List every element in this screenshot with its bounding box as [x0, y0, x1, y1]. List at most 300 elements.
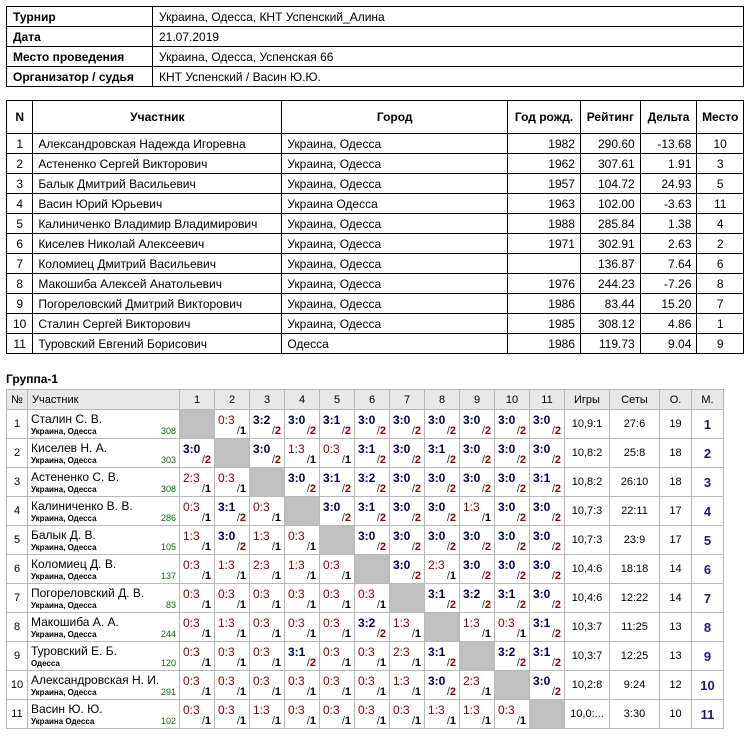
grid-score: 3:0 [358, 413, 376, 427]
grid-score-cell [355, 526, 390, 555]
grid-score-cell [250, 613, 285, 642]
grid-score-cell [530, 468, 565, 497]
grid-points-value: 2 [414, 570, 421, 582]
grid-points-value: 1 [204, 570, 211, 582]
participant-rating: 83.44 [580, 294, 640, 314]
grid-score-cell [355, 642, 390, 671]
info-row [7, 47, 744, 67]
grid-score-cell [530, 497, 565, 526]
info-value: 21.07.2019 [153, 27, 744, 47]
grid-points-value: 2 [484, 599, 491, 611]
grid-score-cell [425, 642, 460, 671]
info-key: Дата [7, 27, 153, 47]
grid-score: 1:3 [218, 558, 235, 572]
grid-score-cell [460, 584, 495, 613]
grid-points-value: 1 [344, 628, 351, 640]
grid-score-cell [495, 497, 530, 526]
grid-sets: 23:9 [610, 526, 660, 555]
grid-match-points [202, 483, 211, 495]
grid-points-slash: / [236, 541, 240, 553]
grid-games: 10,7:3 [565, 526, 610, 555]
grid-sets: 9:24 [610, 671, 660, 700]
grid-self-cell [285, 497, 320, 526]
grid-match-points [517, 425, 526, 437]
grid-match-points [447, 483, 456, 495]
grid-points-slash: / [201, 628, 205, 640]
grid-points-slash: / [516, 454, 520, 466]
grid-points-value: 1 [239, 599, 246, 611]
grid-score-cell [355, 700, 390, 729]
grid-points-value: 1 [274, 512, 281, 524]
grid-player-cell [28, 584, 180, 613]
grid-score-cell [215, 584, 250, 613]
participant-rating: 290.60 [580, 134, 640, 154]
grid-match-points [202, 541, 211, 553]
grid-match-points [342, 686, 351, 698]
participant-delta: -3.63 [640, 194, 697, 214]
grid-player-rating: 286 [160, 513, 176, 523]
grid-points-slash: / [516, 715, 520, 727]
grid-match-points [202, 599, 211, 611]
grid-points-slash: / [201, 541, 205, 553]
grid-score: 3:0 [463, 413, 481, 427]
grid-player-city: Украина, Одесса [31, 572, 97, 581]
grid-points: 12 [660, 671, 692, 700]
participant-place: 5 [697, 174, 744, 194]
grid-score: 3:0 [428, 413, 446, 427]
grid-score: 3:2 [358, 471, 376, 485]
grid-score-cell [215, 613, 250, 642]
grid-score-cell [460, 468, 495, 497]
grid-points-slash: / [481, 715, 485, 727]
grid-points-slash: / [551, 541, 555, 553]
grid-match-points [517, 599, 526, 611]
grid-points-slash: / [376, 599, 380, 611]
participant-delta: 4.86 [640, 314, 697, 334]
grid-row [7, 642, 724, 671]
grid-score-cell [215, 497, 250, 526]
grid-points-slash: / [341, 657, 345, 669]
grid-score-cell [425, 526, 460, 555]
grid-self-cell [390, 584, 425, 613]
grid-points-value: 1 [239, 657, 246, 669]
grid-points-value: 1 [204, 599, 211, 611]
grid-points-slash: / [271, 512, 275, 524]
participant-row [7, 294, 744, 314]
grid-score: 3:0 [498, 500, 516, 514]
grid-score-cell [180, 613, 215, 642]
grid-points-value: 1 [309, 454, 316, 466]
grid-score-cell [180, 439, 215, 468]
grid-points-slash: / [446, 512, 450, 524]
grid-score: 0:3 [288, 529, 305, 543]
grid-row-n: 6 [7, 555, 28, 584]
participant-year: 1988 [508, 214, 581, 234]
header-year: Год рожд. [508, 101, 581, 134]
participant-place: 6 [697, 254, 744, 274]
grid-points-value: 2 [239, 512, 246, 524]
grid-player-name: Коломиец Д. В. [31, 557, 117, 571]
grid-score: 3:1 [358, 500, 376, 514]
grid-points-value: 1 [344, 715, 351, 727]
participant-place: 1 [697, 314, 744, 334]
grid-self-cell [460, 642, 495, 671]
grid-score-cell [320, 439, 355, 468]
grid-points-slash: / [516, 599, 520, 611]
grid-score: 3:0 [393, 529, 411, 543]
grid-place: 7 [692, 584, 724, 613]
grid-points-slash: / [341, 512, 345, 524]
grid-match-points [237, 483, 246, 495]
grid-score: 3:0 [463, 442, 481, 456]
grid-score-cell [250, 584, 285, 613]
grid-player-rating: 102 [160, 716, 176, 726]
grid-player-rating: 137 [160, 571, 176, 581]
grid-place: 9 [692, 642, 724, 671]
grid-header-points: О. [660, 390, 692, 410]
grid-points-value: 1 [274, 686, 281, 698]
grid-score-cell [390, 439, 425, 468]
participant-city: Одесса [282, 334, 508, 354]
grid-match-points [412, 686, 421, 698]
grid-points-value: 2 [484, 570, 491, 582]
grid-games: 10,7:3 [565, 497, 610, 526]
grid-match-points [517, 541, 526, 553]
grid-points-value: 2 [449, 657, 456, 669]
grid-score: 3:0 [533, 413, 551, 427]
grid-header-games: Игры [565, 390, 610, 410]
grid-score-cell [390, 497, 425, 526]
grid-points-slash: / [376, 657, 380, 669]
grid-score-cell [460, 700, 495, 729]
grid-score-cell [285, 526, 320, 555]
grid-header-col: 3 [250, 390, 285, 410]
participant-delta: 1.38 [640, 214, 697, 234]
grid-points-value: 2 [554, 570, 561, 582]
grid-header-col: 1 [180, 390, 215, 410]
grid-points-slash: / [306, 570, 310, 582]
grid-points-slash: / [376, 512, 380, 524]
grid-row [7, 584, 724, 613]
participant-year: 1982 [508, 134, 581, 154]
grid-points-slash: / [481, 541, 485, 553]
participants-header-row [7, 101, 744, 134]
grid-points-value: 2 [344, 483, 351, 495]
participant-city: Украина Одесса [282, 194, 508, 214]
grid-points-slash: / [271, 686, 275, 698]
grid-score: 3:0 [463, 529, 481, 543]
grid-player-name: Балык Д. В. [31, 528, 96, 542]
grid-score: 3:0 [393, 558, 411, 572]
grid-player-rating: 308 [160, 484, 176, 494]
grid-score-cell [250, 526, 285, 555]
grid-points-value: 2 [484, 483, 491, 495]
grid-player-name: Погореловский Д. В. [31, 586, 145, 600]
grid-score-cell [390, 671, 425, 700]
grid-place: 2 [692, 439, 724, 468]
grid-score: 1:3 [288, 442, 305, 456]
grid-points-value: 2 [204, 454, 211, 466]
grid-score: 3:0 [533, 500, 551, 514]
participant-rating: 302.91 [580, 234, 640, 254]
grid-score-cell [530, 555, 565, 584]
grid-match-points [447, 512, 456, 524]
grid-score-cell [250, 439, 285, 468]
grid-match-points [202, 686, 211, 698]
grid-points-value: 1 [309, 570, 316, 582]
grid-match-points [202, 512, 211, 524]
grid-self-cell [180, 410, 215, 439]
grid-match-points [552, 686, 561, 698]
grid-match-points [447, 454, 456, 466]
grid-score-cell [425, 439, 460, 468]
grid-row-n: 5 [7, 526, 28, 555]
grid-points-slash: / [271, 657, 275, 669]
grid-score-cell [285, 410, 320, 439]
grid-points-value: 2 [554, 657, 561, 669]
grid-player-name: Туровский Е. Б. [31, 644, 117, 658]
grid-player-city: Украина, Одесса [31, 630, 97, 639]
grid-points-slash: / [271, 570, 275, 582]
grid-points-value: 1 [239, 425, 246, 437]
grid-points-slash: / [236, 483, 240, 495]
grid-points-value: 2 [519, 599, 526, 611]
grid-points-value: 2 [519, 454, 526, 466]
grid-header-col: 10 [495, 390, 530, 410]
participant-place: 10 [697, 134, 744, 154]
grid-score-cell [390, 410, 425, 439]
grid-score-cell [250, 555, 285, 584]
grid-points-value: 1 [204, 483, 211, 495]
grid-score: 3:0 [323, 500, 341, 514]
header-n: N [7, 101, 33, 134]
grid-points-value: 2 [414, 483, 421, 495]
grid-points-slash: / [551, 512, 555, 524]
grid-match-points [342, 570, 351, 582]
grid-score: 3:0 [498, 558, 516, 572]
grid-score: 3:0 [393, 500, 411, 514]
grid-score: 0:3 [358, 703, 375, 717]
grid-score: 0:3 [218, 645, 235, 659]
grid-sets: 25:8 [610, 439, 660, 468]
grid-score-cell [180, 526, 215, 555]
grid-match-points [412, 425, 421, 437]
grid-points-slash: / [201, 454, 205, 466]
participant-n: 5 [7, 214, 33, 234]
grid-score-cell [215, 468, 250, 497]
grid-score: 0:3 [323, 616, 340, 630]
grid-match-points [342, 512, 351, 524]
grid-sets: 12:22 [610, 584, 660, 613]
grid-match-points [517, 454, 526, 466]
participant-city: Украина, Одесса [282, 214, 508, 234]
grid-points-slash: / [446, 599, 450, 611]
grid-points-slash: / [446, 425, 450, 437]
grid-player-cell [28, 555, 180, 584]
grid-score: 3:0 [498, 442, 516, 456]
grid-row-n: 7 [7, 584, 28, 613]
grid-points-slash: / [516, 425, 520, 437]
grid-points-slash: / [516, 628, 520, 640]
grid-points-value: 1 [204, 715, 211, 727]
grid-points-value: 1 [309, 599, 316, 611]
grid-score-cell [285, 613, 320, 642]
participants-table [6, 100, 744, 354]
grid-points-value: 1 [274, 715, 281, 727]
grid-points-value: 1 [449, 715, 456, 727]
grid-player-cell [28, 671, 180, 700]
grid-score: 3:1 [498, 587, 516, 601]
grid-points-value: 2 [449, 425, 456, 437]
grid-match-points [517, 657, 526, 669]
grid-score-cell [460, 613, 495, 642]
grid-score: 3:0 [463, 471, 481, 485]
grid-score-cell [390, 468, 425, 497]
grid-score-cell [355, 410, 390, 439]
grid-points: 14 [660, 584, 692, 613]
grid-score-cell [285, 671, 320, 700]
grid-player-city: Украина, Одесса [31, 543, 97, 552]
grid-points-slash: / [481, 599, 485, 611]
grid-points-value: 1 [344, 686, 351, 698]
participant-year: 1985 [508, 314, 581, 334]
grid-score: 0:3 [218, 703, 235, 717]
grid-score: 3:2 [358, 616, 376, 630]
grid-score: 1:3 [253, 529, 270, 543]
grid-match-points [307, 715, 316, 727]
grid-points-slash: / [446, 715, 450, 727]
grid-player-name: Макошиба А. А. [31, 615, 119, 629]
grid-points-value: 2 [449, 599, 456, 611]
grid-row-n: 1 [7, 410, 28, 439]
grid-match-points [447, 541, 456, 553]
participant-year: 1963 [508, 194, 581, 214]
grid-match-points [412, 454, 421, 466]
grid-player-cell [28, 468, 180, 497]
grid-points-value: 1 [484, 686, 491, 698]
grid-score: 1:3 [253, 703, 270, 717]
participant-delta: 9.04 [640, 334, 697, 354]
participant-rating: 307.61 [580, 154, 640, 174]
grid-player-rating: 105 [160, 542, 176, 552]
grid-place: 5 [692, 526, 724, 555]
grid-match-points [307, 454, 316, 466]
grid-match-points [342, 425, 351, 437]
grid-points-value: 2 [274, 425, 281, 437]
header-place: Место [697, 101, 744, 134]
grid-player-cell [28, 439, 180, 468]
info-row [7, 27, 744, 47]
grid-score: 3:0 [288, 413, 306, 427]
grid-score-cell [425, 497, 460, 526]
grid-points-slash: / [481, 686, 485, 698]
grid-points-slash: / [201, 483, 205, 495]
grid-points-slash: / [236, 570, 240, 582]
grid-player-cell [28, 613, 180, 642]
grid-points-value: 1 [204, 686, 211, 698]
grid-score-cell [390, 526, 425, 555]
grid-points-slash: / [236, 512, 240, 524]
grid-row [7, 613, 724, 642]
grid-score: 2:3 [183, 471, 200, 485]
grid-points-value: 1 [344, 570, 351, 582]
grid-points-value: 2 [274, 454, 281, 466]
grid-match-points [202, 628, 211, 640]
grid-row-n: 2 [7, 439, 28, 468]
grid-score: 0:3 [183, 674, 200, 688]
grid-score: 1:3 [183, 529, 200, 543]
grid-points-slash: / [201, 599, 205, 611]
grid-score: 1:3 [463, 616, 480, 630]
grid-match-points [342, 628, 351, 640]
info-value: Украина, Одесса, Успенская 66 [153, 47, 744, 67]
grid-match-points [237, 512, 246, 524]
grid-points-value: 2 [344, 425, 351, 437]
grid-match-points [342, 599, 351, 611]
grid-match-points [307, 628, 316, 640]
participant-row [7, 214, 744, 234]
grid-points-value: 1 [274, 599, 281, 611]
grid-match-points [482, 541, 491, 553]
grid-match-points [307, 686, 316, 698]
participant-n: 7 [7, 254, 33, 274]
grid-player-cell [28, 526, 180, 555]
grid-header-col: 5 [320, 390, 355, 410]
grid-score-cell [180, 555, 215, 584]
grid-points-value: 2 [449, 686, 456, 698]
grid-points-value: 2 [309, 483, 316, 495]
grid-player-name: Васин Ю. Ю. [31, 702, 103, 716]
grid-points-value: 1 [344, 657, 351, 669]
grid-row [7, 700, 724, 729]
grid-points-slash: / [376, 686, 380, 698]
grid-points-slash: / [551, 425, 555, 437]
grid-score: 0:3 [183, 558, 200, 572]
grid-score: 3:0 [498, 413, 516, 427]
grid-points-slash: / [481, 425, 485, 437]
grid-match-points [412, 715, 421, 727]
grid-points-slash: / [201, 570, 205, 582]
grid-header-col: 11 [530, 390, 565, 410]
grid-score: 2:3 [253, 558, 270, 572]
grid-points-value: 1 [309, 715, 316, 727]
grid-points-slash: / [201, 686, 205, 698]
grid-match-points [272, 425, 281, 437]
grid-points-slash: / [341, 454, 345, 466]
grid-match-points [482, 686, 491, 698]
grid-score: 3:0 [533, 558, 551, 572]
grid-points-slash: / [306, 425, 310, 437]
grid-points-value: 2 [519, 570, 526, 582]
participant-n: 2 [7, 154, 33, 174]
grid-points-value: 2 [554, 483, 561, 495]
grid-points-slash: / [481, 512, 485, 524]
grid-points-value: 2 [309, 657, 316, 669]
grid-sets: 18:18 [610, 555, 660, 584]
grid-header-place: М. [692, 390, 724, 410]
grid-player-name: Астененко С. В. [31, 470, 120, 484]
grid-points-value: 1 [379, 657, 386, 669]
grid-match-points [202, 454, 211, 466]
grid-score-cell [180, 468, 215, 497]
grid-score-cell [320, 642, 355, 671]
grid-score-cell [495, 700, 530, 729]
grid-score: 0:3 [183, 616, 200, 630]
grid-score: 3:0 [288, 471, 306, 485]
grid-match-points [447, 570, 456, 582]
group-title: Группа-1 [6, 372, 59, 386]
grid-score: 3:1 [288, 645, 306, 659]
